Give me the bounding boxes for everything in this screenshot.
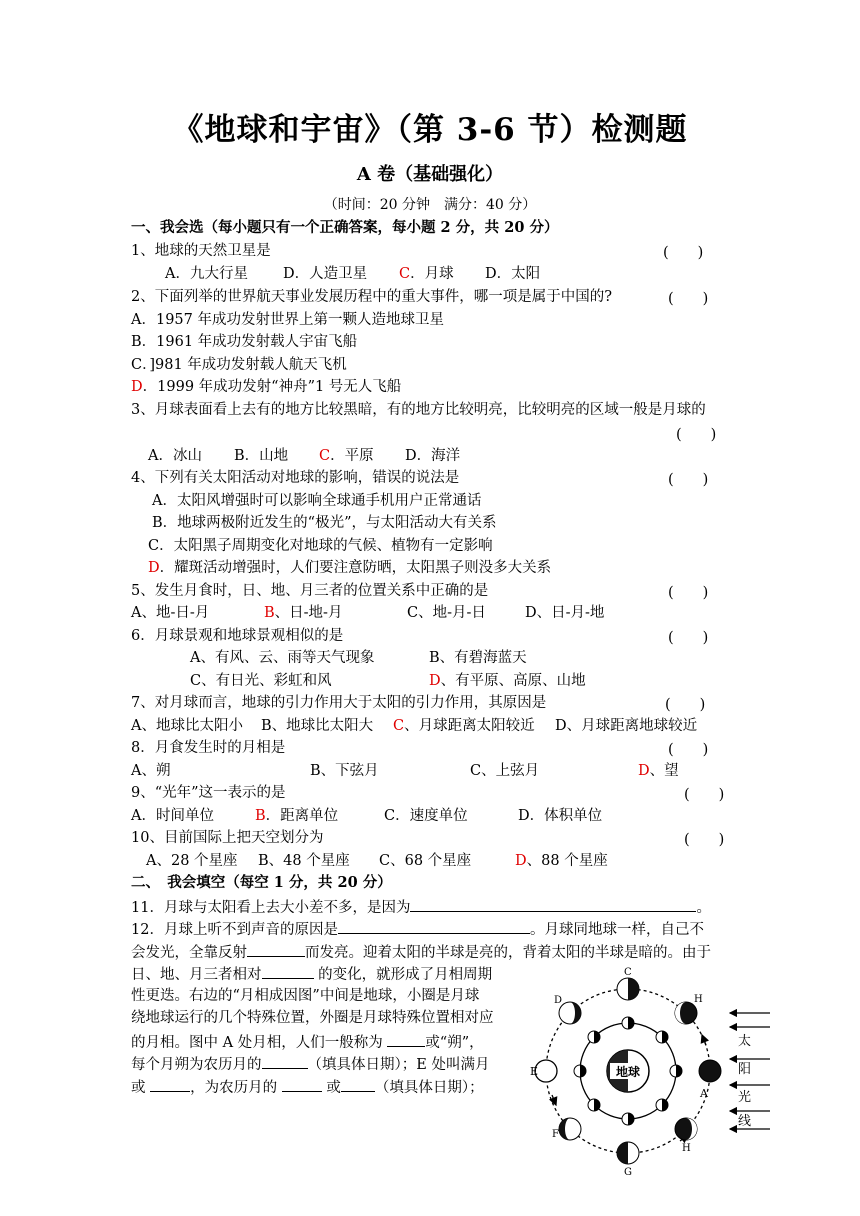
q3-answer-paren: ( ) xyxy=(676,427,717,443)
q9-option-b: B．距离单位 xyxy=(255,808,339,824)
q12-blank-6[interactable] xyxy=(150,1076,190,1092)
q12-blank-2[interactable] xyxy=(247,941,305,957)
sunlight-label-2: 阳 xyxy=(738,1062,752,1077)
q10-answer-paren: ( ) xyxy=(684,832,725,848)
q5-stem: 5、发生月食时，日、地、月三者的位置关系中正确的是 xyxy=(131,583,489,599)
label-d: D xyxy=(554,995,563,1006)
q9-answer-paren: ( ) xyxy=(684,787,725,803)
q3-option-a: A．冰山 xyxy=(148,448,202,464)
q1-stem: 1、地球的天然卫星是 xyxy=(131,243,271,259)
label-c: C xyxy=(624,967,632,978)
sunlight-label-4: 线 xyxy=(738,1114,752,1129)
q10-option-a: A、28 个星座 xyxy=(146,853,238,869)
q2-option-c: C．]981 年成功发射载人航天飞机 xyxy=(131,357,347,373)
q2-answer-paren: ( ) xyxy=(668,291,709,307)
label-e: E xyxy=(530,1065,539,1078)
q10-option-b: B、48 个星座 xyxy=(258,853,350,869)
q12-blank-3[interactable] xyxy=(262,963,314,979)
q6-answer-paren: ( ) xyxy=(668,630,709,646)
q12-line-4: 性更迭。右边的“月相成因图”中间是地球，小圈是月球 xyxy=(131,988,480,1004)
q6-option-a: A、有风、云、雨等天气现象 xyxy=(190,650,375,666)
moon-phase-diagram xyxy=(530,965,775,1180)
q12-blank-4[interactable] xyxy=(387,1031,425,1047)
q6-stem: 6．月球景观和地球景观相似的是 xyxy=(131,628,344,644)
inner-moon-e xyxy=(574,1065,586,1077)
sunlight-label-1: 太 xyxy=(738,1034,752,1049)
q12-line-6: 的月相。图中 A 处月相，人们一般称为 或“朔”， xyxy=(131,1031,484,1053)
q8-option-b: B、下弦月 xyxy=(310,763,379,779)
q4-stem: 4、下列有关太阳活动对地球的影响，错误的说法是 xyxy=(131,470,460,486)
q12-line-8: 或 ，为农历月的 或 （填具体日期）； xyxy=(131,1076,484,1098)
q7-answer-paren: ( ) xyxy=(665,697,706,713)
inner-moon-g xyxy=(622,1113,634,1125)
phase-f-gibbous xyxy=(559,1118,581,1140)
q6-option-b: B、有碧海蓝天 xyxy=(429,650,527,666)
sunlight-label-3: 光 xyxy=(738,1090,752,1105)
section1-heading: 一、我会选（每小题只有一个正确答案，每小题 2 分，共 20 分） xyxy=(131,219,559,236)
q7-option-c: C、月球距离太阳较近 xyxy=(393,718,535,734)
q10-stem: 10、目前国际上把天空划分为 xyxy=(131,830,324,846)
q12-blank-5[interactable] xyxy=(262,1053,308,1069)
phase-e-full-moon xyxy=(535,1060,557,1082)
earth-label: 地球 xyxy=(615,1065,641,1079)
q2-option-d: D．1999 年成功发射“神舟”1 号无人飞船 xyxy=(131,379,402,395)
q8-option-c: C、上弦月 xyxy=(470,763,540,779)
q5-option-b: B、日-地-月 xyxy=(264,605,343,621)
q11-blank[interactable] xyxy=(410,896,696,912)
q10-option-d: D、88 个星座 xyxy=(515,853,608,869)
q5-option-c: C、地-月-日 xyxy=(407,605,486,621)
q12-line-3: 日、地、月三者相对 的变化，就形成了月相周期 xyxy=(131,963,492,985)
q3-option-d: D．海洋 xyxy=(405,448,461,464)
q11-line: 11．月球与太阳看上去大小差不多，是因为 。 xyxy=(131,896,711,918)
label-g: G xyxy=(624,1167,632,1178)
q12-blank-7[interactable] xyxy=(282,1076,322,1092)
page-subtitle: A 卷（基础强化） xyxy=(356,164,504,185)
phase-h-crescent xyxy=(675,1118,697,1140)
q2-option-b: B．1961 年成功发射载人宇宙飞船 xyxy=(131,334,358,350)
q2-option-a: A．1957 年成功发射世界上第一颗人造地球卫星 xyxy=(131,312,444,328)
q4-answer-paren: ( ) xyxy=(668,472,709,488)
q12-blank-1[interactable] xyxy=(338,918,530,934)
q1-option-c: C．月球 xyxy=(399,266,454,282)
q3-option-c: C．平原 xyxy=(319,448,374,464)
label-h: H xyxy=(682,1143,691,1154)
q1-option-d: D．太阳 xyxy=(485,266,541,282)
q9-option-a: A．时间单位 xyxy=(131,808,214,824)
q12-line-1: 12．月球上听不到声音的原因是 。月球同地球一样，自己不 xyxy=(131,918,704,940)
inner-moon-h xyxy=(656,1099,668,1111)
q2-stem: 2、下面列举的世界航天事业发展历程中的重大事件，哪一项是属于中国的? xyxy=(131,289,612,305)
q8-option-a: A、朔 xyxy=(131,763,171,779)
q12-line-2: 会发光，全靠反射 而发亮。迎着太阳的半球是亮的，背着太阳的半球是暗的。由于 xyxy=(131,941,711,963)
q8-stem: 8．月食发生时的月相是 xyxy=(131,740,286,756)
q5-answer-paren: ( ) xyxy=(668,585,709,601)
inner-moon-a xyxy=(670,1065,682,1077)
inner-moon-f xyxy=(588,1099,600,1111)
q4-option-b: B．地球两极附近发生的“极光”，与太阳活动大有关系 xyxy=(152,515,497,531)
q4-option-c: C．太阳黑子周期变化对地球的气候、植物有一定影响 xyxy=(148,538,493,554)
q6-option-d: D、有平原、高原、山地 xyxy=(429,673,586,689)
q7-option-b: B、地球比太阳大 xyxy=(261,718,374,734)
inner-moon-b xyxy=(656,1031,668,1043)
q7-option-d: D、月球距离地球较近 xyxy=(555,718,698,734)
q12-line-7: 每个月朔为农历月的 （填具体日期）；E 处叫满月 xyxy=(131,1053,489,1075)
q6-option-c: C、有日光、彩虹和风 xyxy=(190,673,332,689)
q12-blank-8[interactable] xyxy=(341,1076,375,1092)
orbit-arrow xyxy=(702,1035,706,1045)
q12-line-5: 绕地球运行的几个特殊位置，外圈是月球特殊位置相对应 xyxy=(131,1010,494,1026)
q10-option-c: C、68 个星座 xyxy=(379,853,472,869)
phase-c-quarter xyxy=(617,978,639,1000)
q5-option-d: D、日-月-地 xyxy=(525,605,605,621)
q9-option-d: D．体积单位 xyxy=(518,808,603,824)
q9-stem: 9、“光年”这一表示的是 xyxy=(131,785,286,801)
inner-moon-c xyxy=(622,1017,634,1029)
q8-answer-paren: ( ) xyxy=(668,742,709,758)
q5-option-a: A、地-日-月 xyxy=(131,605,210,621)
q3-stem: 3、月球表面看上去有的地方比较黑暗，有的地方比较明亮，比较明亮的区域一般是月球的 xyxy=(131,402,706,418)
label-a: A xyxy=(700,1087,708,1100)
phase-g-quarter xyxy=(617,1142,639,1164)
page-title: 《地球和宇宙》（第 3-6 节）检测题 xyxy=(172,112,688,148)
exam-info: （时间：20 分钟 满分：40 分） xyxy=(323,197,537,213)
q7-option-a: A、地球比太阳小 xyxy=(131,718,243,734)
q1-answer-paren: ( ) xyxy=(663,245,704,261)
phase-d-gibbous xyxy=(559,1002,581,1024)
label-f: F xyxy=(552,1129,559,1140)
inner-moon-d xyxy=(588,1031,600,1043)
q4-option-d: D．耀斑活动增强时，人们要注意防晒，太阳黑子则没多大关系 xyxy=(148,560,552,576)
q1-option-b: D．人造卫星 xyxy=(283,266,368,282)
label-b: H xyxy=(694,994,703,1005)
q9-option-c: C．速度单位 xyxy=(384,808,468,824)
q4-option-a: A．太阳风增强时可以影响全球通手机用户正常通话 xyxy=(152,493,482,509)
phase-a-new-moon xyxy=(699,1060,721,1082)
q1-option-a: A．九大行星 xyxy=(165,266,248,282)
q7-stem: 7、对月球而言，地球的引力作用大于太阳的引力作用，其原因是 xyxy=(131,695,547,711)
q8-option-d: D、望 xyxy=(638,763,679,779)
phase-b-crescent xyxy=(675,1002,697,1024)
q3-option-b: B．山地 xyxy=(234,448,289,464)
section2-heading: 二、 我会填空（每空 1 分，共 20 分） xyxy=(131,874,392,891)
